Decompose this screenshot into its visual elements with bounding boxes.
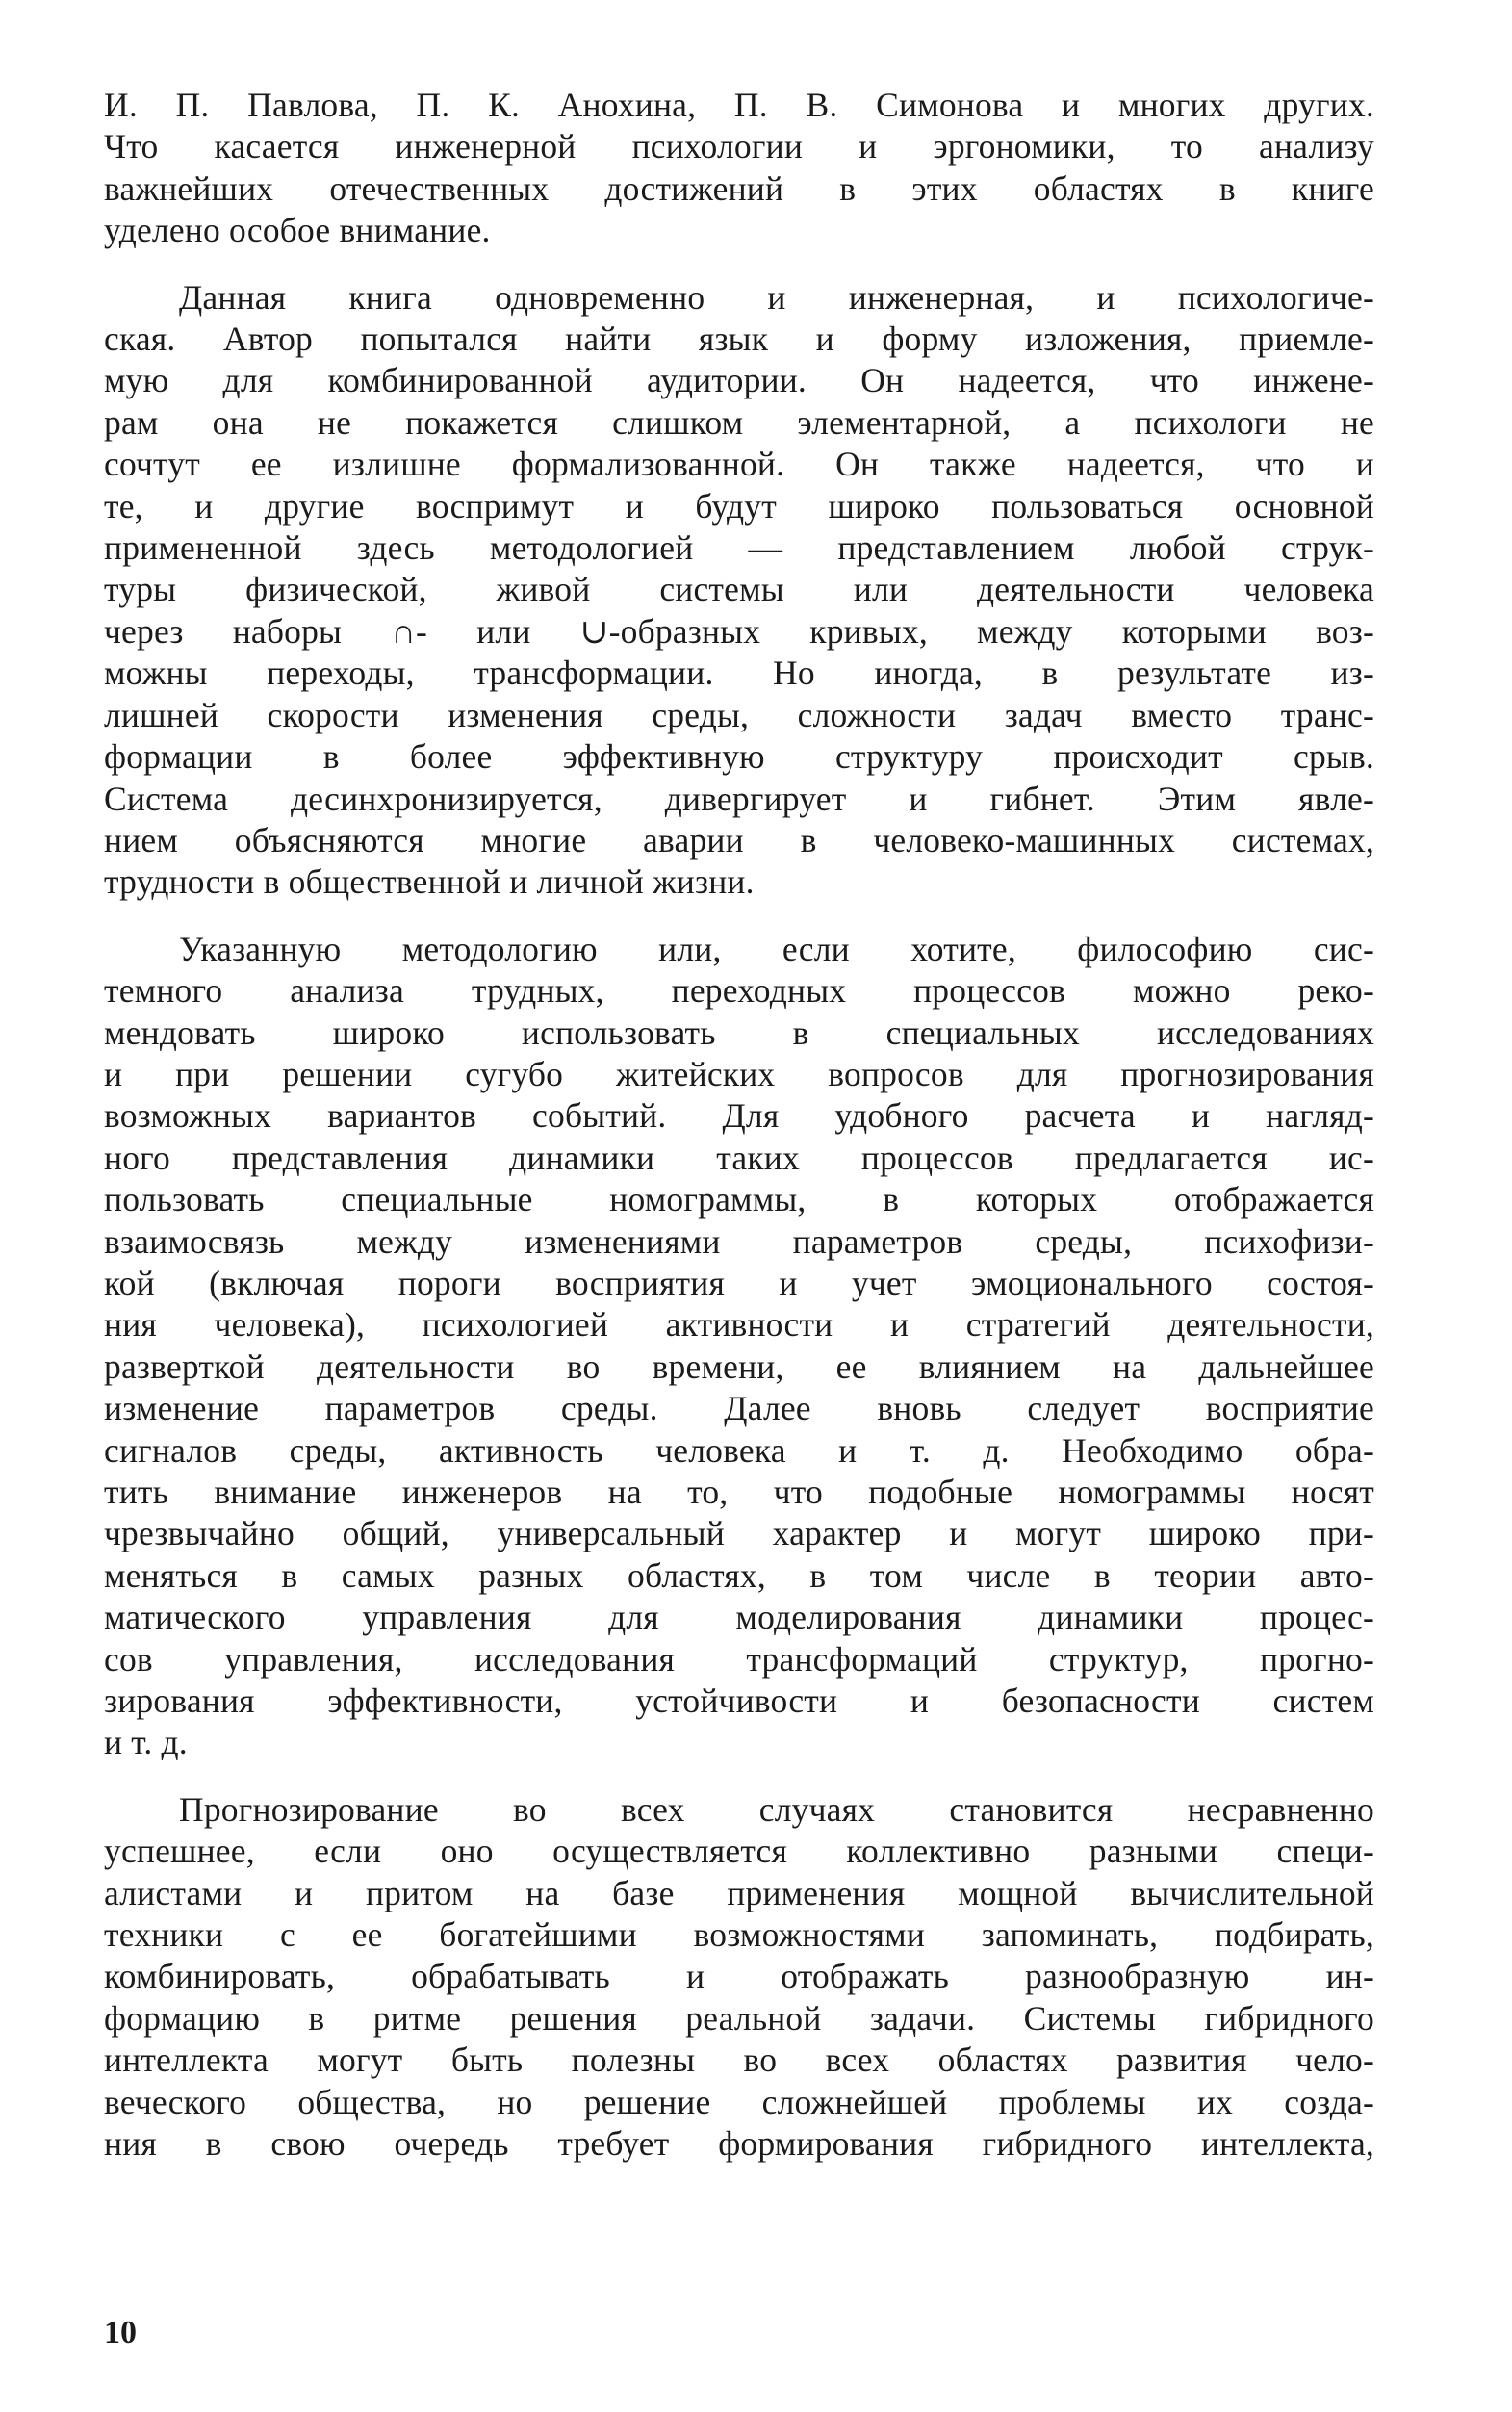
text-line: нием объясняются многие аварии в человеко-машинных системах, [104, 820, 1374, 860]
text-line: ния человека), психологией активности и стратегий деятельности, [104, 1305, 1374, 1345]
paragraph-1 [104, 85, 1374, 252]
text-line: веческого общества, но решение сложнейшей проблемы их созда- [104, 2082, 1374, 2121]
text-line: формации в более эффективную структуру происходит срыв. [104, 737, 1374, 777]
text-line: ния в свою очередь требует формирования гибридного интеллекта, [104, 2124, 1374, 2164]
text-line: мую для комбинированной аудитории. Он надеется, что инжене- [104, 361, 1374, 400]
text-line: через наборы ∩- или ∪-образных кривых, между которыми воз- [104, 611, 1374, 651]
text-line: Что касается инженерной психологии и эргономики, то анализу [104, 127, 1374, 167]
text-line: тить внимание инженеров на то, что подобные номограммы носят [104, 1473, 1374, 1511]
text-line: можны переходы, трансформации. Но иногда, в результате из- [104, 654, 1374, 693]
text-line: изменение параметров среды. Далее вновь следует восприятие [104, 1389, 1374, 1428]
text-line: и т. д. [104, 1723, 188, 1762]
text-line: взаимосвязь между изменениями параметров среды, психофизи- [104, 1221, 1374, 1261]
text-line: разверткой деятельности во времени, ее влиянием на дальнейшее [104, 1347, 1374, 1386]
text-line: техники с ее богатейшими возможностями запоминать, подбирать, [104, 1915, 1374, 1955]
text-line: Система десинхронизируется, дивергирует и гибнет. Этим явле- [104, 779, 1374, 818]
text-line: комбинировать, обрабатывать и отображать разнообразную ин- [104, 1957, 1374, 1996]
text-line: важнейших отечественных достижений в этих областях в книге [104, 168, 1374, 208]
text-line: возможных вариантов событий. Для удобного расчета и нагляд- [104, 1096, 1374, 1136]
text-line: успешнее, если оно осуществляется коллективно разными специ- [104, 1832, 1374, 1871]
text-line: рам она не покажется слишком элементарной, а психологи не [104, 402, 1374, 442]
paragraph-3 [104, 929, 1374, 1764]
text-line: туры физической, живой системы или деятельности человека [104, 570, 1374, 609]
text-line: зирования эффективности, устойчивости и безопасности систем [104, 1681, 1374, 1721]
text-line: уделено особое внимание. [104, 211, 491, 250]
text-line: ская. Автор попытался найти язык и форму изложения, приемле- [104, 320, 1374, 359]
text-line: И. П. Павлова, П. К. Анохина, П. В. Симонова и многих других. [104, 86, 1374, 124]
text-line: темного анализа трудных, переходных процессов можно реко- [104, 971, 1374, 1011]
text-line: сигналов среды, активность человека и т. д. Необходимо обра- [104, 1430, 1374, 1470]
text-line: алистами и притом на базе применения мощной вычислительной [104, 1873, 1374, 1912]
text-line: те, и другие воспримут и будут широко пользоваться основной [104, 486, 1374, 526]
text-line: Прогнозирование во всех случаях становится несравненно [179, 1789, 1374, 1829]
text-line: пользовать специальные номограммы, в которых отображается [104, 1180, 1374, 1219]
text-line: чрезвычайно общий, универсальный характер и могут широко при- [104, 1514, 1374, 1553]
text-line: матического управления для моделирования динамики процес- [104, 1598, 1374, 1637]
text-line: примененной здесь методологией — представлением любой струк- [104, 528, 1374, 568]
paragraph-4 [104, 1789, 1374, 2166]
text-line: ного представления динамики таких процессов предлагается ис- [104, 1138, 1374, 1177]
text-line: меняться в самых разных областях, в том числе в теории авто- [104, 1555, 1374, 1595]
text-line: и при решении сугубо житейских вопросов для прогнозирования [104, 1054, 1374, 1093]
text-line: лишней скорости изменения среды, сложности задач вместо транс- [104, 695, 1374, 734]
text-line: интеллекта могут быть полезны во всех областях развития чело- [104, 2040, 1374, 2080]
page-number: 10 [104, 2315, 137, 2350]
text-line: формацию в ритме решения реальной задачи. Системы гибридного [104, 1998, 1374, 2038]
text-line: трудности в общественной и личной жизни. [104, 862, 755, 902]
text-line: мендовать широко использовать в специальных исследованиях [104, 1013, 1374, 1052]
paragraph-2 [104, 277, 1374, 904]
page-body [104, 85, 1374, 2191]
text-line: кой (включая пороги восприятия и учет эмоционального состоя- [104, 1263, 1374, 1302]
text-line: сов управления, исследования трансформаций структур, прогно- [104, 1639, 1374, 1679]
text-line: Указанную методологию или, если хотите, философию сис- [179, 929, 1374, 968]
text-line: сочтут ее излишне формализованной. Он также надеется, что и [104, 445, 1374, 484]
text-line: Данная книга одновременно и инженерная, и психологиче- [179, 277, 1374, 317]
